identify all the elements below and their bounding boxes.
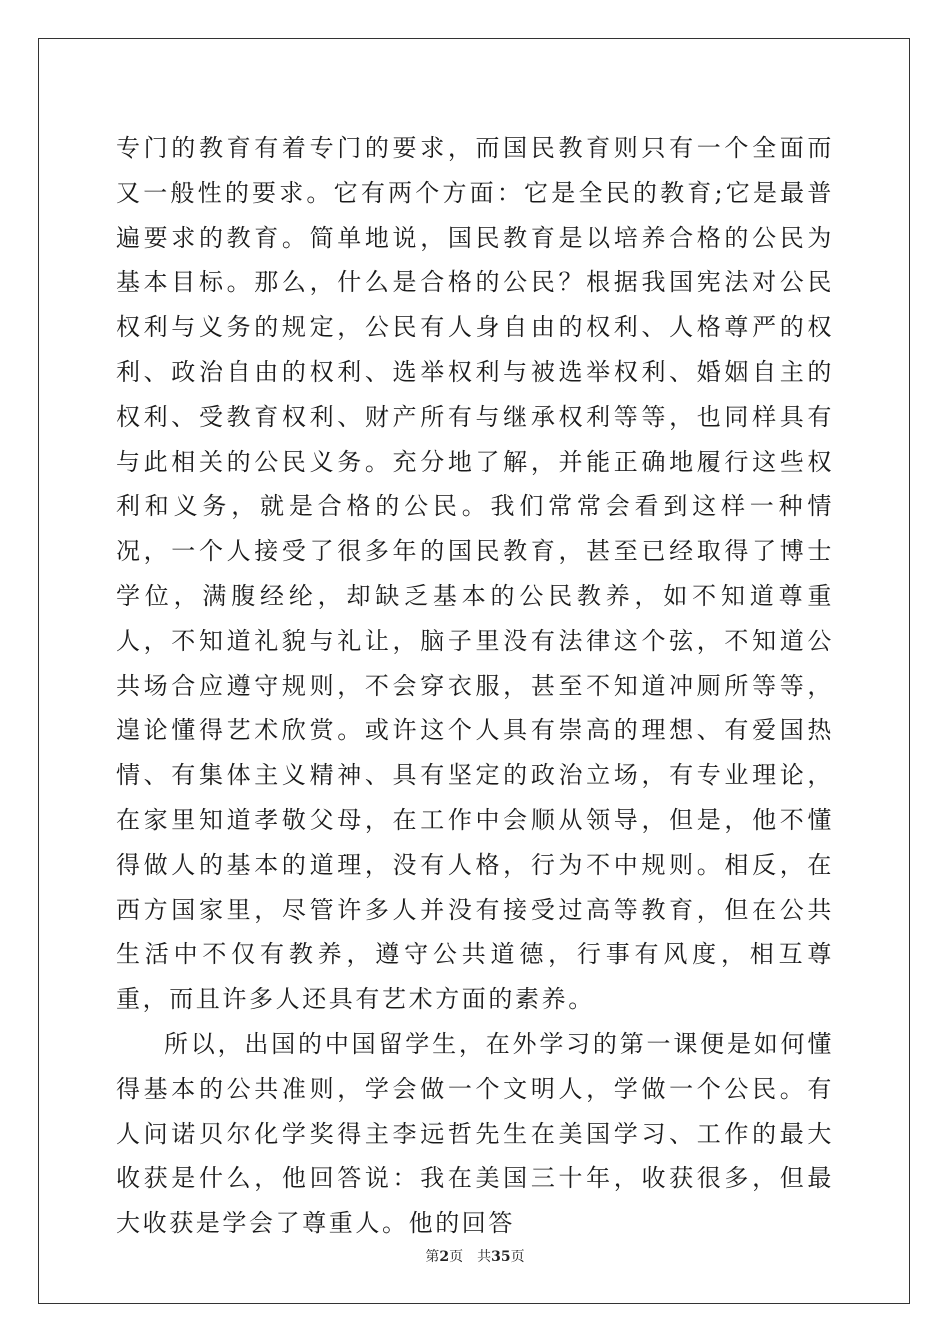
total-prefix: 共 xyxy=(477,1249,492,1265)
total-suffix: 页 xyxy=(510,1249,525,1265)
paragraph-2: 所以，出国的中国留学生，在外学习的第一课便是如何懂得基本的公共准则，学会做一个文明人，学做一个公民。有人问诺贝尔化学奖得主李远哲先生在美国学习、工作的最大收获是什么，他回答说：我在美国三十年，收获很多，但最大收获是学会了尊重人。他的回答 xyxy=(116,1029,834,1238)
total-page-count: 35 xyxy=(491,1249,511,1265)
page-prefix: 第 xyxy=(425,1249,440,1265)
paragraph-1: 专门的教育有着专门的要求，而国民教育则只有一个全面而又一般性的要求。它有两个方面：它是全民的教育;它是最普遍要求的教育。简单地说，国民教育是以培养合格的公民为基本目标。那么，什么是合格的公民？根据我国宪法对公民权利与义务的规定，公民有人身自由的权利、人格尊严的权利、政治自由的权利、选举权利与被选举权利、婚姻自主的权利、受教育权利、财产所有与继承权利等等，也同样具有与此相关的公民义务。充分地了解，并能正确地履行这些权利和义务，就是合格的公民。我们常常会看到这样一种情况，一个人接受了很多年的国民教育，甚至已经取得了博士学位，满腹经纶，却缺乏基本的公民教养，如不知道尊重人，不知道礼貌与礼让，脑子里没有法律这个弦，不知道公共场合应遵守规则，不会穿衣服，甚至不知道冲厕所等等，遑论懂得艺术欣赏。或许这个人具有崇高的理想、有爱国热情、有集体主义精神、具有坚定的政治立场，有专业理论，在家里知道孝敬父母，在工作中会顺从领导，但是，他不懂得做人的基本的道理，没有人格，行为不中规则。相反，在西方国家里，尽管许多人并没有接受过高等教育，但在公共生活中不仅有教养，遵守公共道德，行事有风度，相互尊重，而且许多人还具有艺术方面的素养。 xyxy=(116,134,834,1014)
current-page-number: 2 xyxy=(439,1249,450,1265)
document-body xyxy=(116,126,834,1246)
page-suffix: 页 xyxy=(449,1249,464,1265)
page-footer xyxy=(0,1246,950,1266)
